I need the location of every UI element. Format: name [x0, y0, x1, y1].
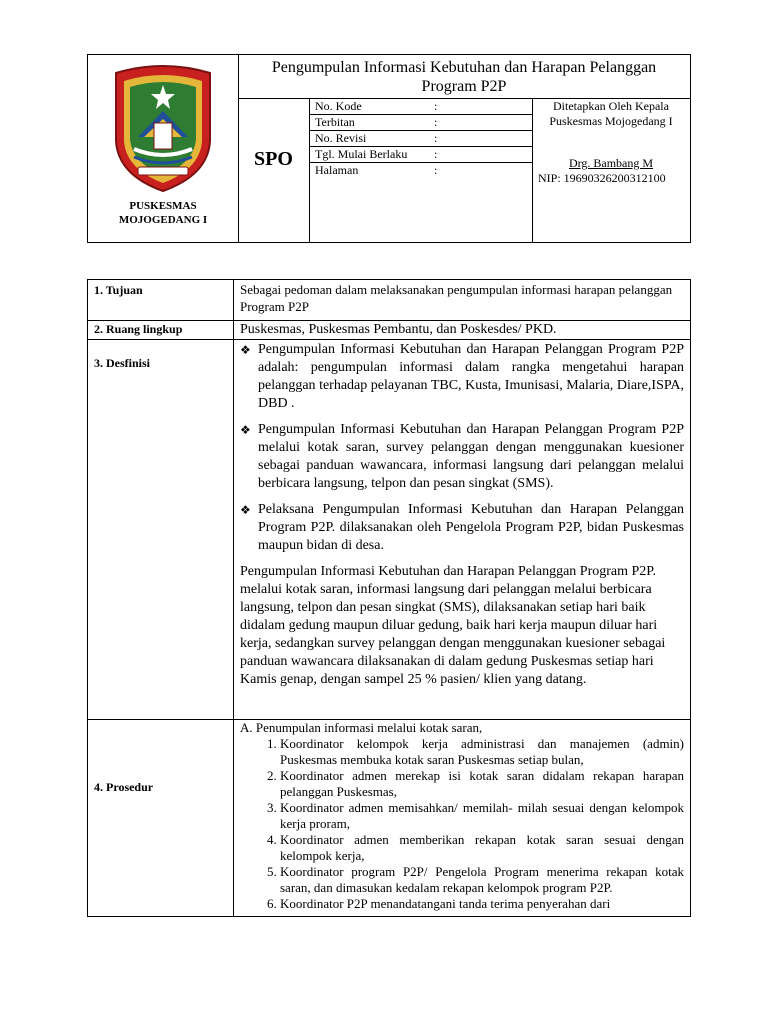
divider: [233, 280, 234, 916]
section-content-definisi: [240, 341, 684, 689]
procedure-step: 6. Koordinator P2P menandatangani tanda terima penyerahan dari: [280, 896, 684, 912]
meta-label: Terbitan: [315, 115, 355, 129]
title-line-2: Program P2P: [421, 78, 507, 95]
meta-row: [309, 131, 532, 147]
procedure-step: 3. Koordinator admen memisahkan/ memilah- milah sesuai dengan kelompok kerja proram,: [280, 800, 684, 832]
meta-colon: :: [434, 131, 438, 145]
title-line-1: Pengumpulan Informasi Kebutuhan dan Harapan Pelanggan: [271, 59, 657, 76]
procedure-step: 1. Koordinator kelompok kerja administrasi dan manajemen (admin) Puskesmas membuka kotak saran Puskesmas setiap bulan,: [280, 736, 684, 768]
section-label-prosedur: 4. Prosedur: [94, 780, 154, 794]
header-box: [87, 54, 691, 243]
meta-label: Tgl. Mulai Berlaku: [315, 147, 408, 161]
meta-label: Halaman: [315, 163, 359, 177]
signature-block: [532, 156, 690, 186]
regency-emblem-icon: [108, 63, 218, 195]
diamond-bullet-icon: ❖: [240, 343, 251, 357]
meta-row: [309, 99, 532, 115]
section-label-definisi: 3. Desfinisi: [94, 356, 151, 370]
definition-bullet: [240, 501, 684, 555]
document-meta: [309, 99, 532, 178]
section-text-tujuan: Sebagai pedoman dalam melaksanakan pengumpulan informasi harapan pelanggan Program P2P: [240, 282, 673, 314]
document-title: [238, 55, 690, 99]
meta-label: No. Kode: [315, 99, 362, 113]
approval-block: [532, 99, 690, 185]
meta-label: No. Revisi: [315, 131, 367, 145]
meta-colon: :: [434, 147, 438, 161]
procedure-step: 4. Koordinator admen memberikan rekapan kotak saran sesuai dengan kelompok kerja,: [280, 832, 684, 864]
org-line-1: PUSKESMAS: [129, 200, 197, 212]
definition-bullet: [240, 421, 684, 493]
meta-row: [309, 147, 532, 163]
section-label-tujuan: 1. Tujuan: [94, 283, 143, 297]
content-table: [87, 279, 691, 917]
org-line-2: MOJOGEDANG I: [118, 214, 208, 226]
section-label-ruang-lingkup: 2. Ruang lingkup: [94, 322, 183, 336]
signer-nip: NIP: 19690326200312100: [538, 171, 666, 185]
section-content-prosedur: [240, 720, 684, 912]
meta-row: [309, 163, 532, 178]
procedure-step: 5. Koordinator program P2P/ Pengelola Program menerima rekapan kotak saran, dan dimasukan kedalam rekapan kelompok program P2P.: [280, 864, 684, 896]
procedure-step: 2. Koordinator admen merekap isi kotak saran didalam rekapan harapan pelanggan Puskesmas,: [280, 768, 684, 800]
procedure-heading: A. Penumpulan informasi melalui kotak saran,: [240, 720, 483, 735]
logo-cell: [88, 55, 238, 242]
section-text-ruang-lingkup: Puskesmas, Puskesmas Pembantu, dan Poskesdes/ PKD.: [240, 322, 557, 337]
bullet-text: Pelaksana Pengumpulan Informasi Kebutuhan dan Harapan Pelanggan Program P2P. dilaksanakan oleh Pengelola Program P2P, bidan Puskesmas maupun bidan di desa.: [258, 502, 684, 553]
definition-bullet: [240, 341, 684, 413]
signer-name: Drg. Bambang M: [568, 156, 654, 170]
meta-colon: :: [434, 115, 438, 129]
doc-type-label: SPO: [254, 148, 293, 170]
meta-colon: :: [434, 163, 438, 177]
approval-line-2: Puskesmas Mojogedang I: [549, 114, 673, 128]
organization-name: [88, 199, 238, 227]
bullet-text: Pengumpulan Informasi Kebutuhan dan Harapan Pelanggan Program P2P adalah: pengumpulan informasi dalam rangka mengetahui harapan pelanggan terhadap pelayanan TBC, Kusta, Imunisasi, Malaria, Diare,ISPA, DBD .: [258, 342, 684, 411]
definition-paragraph: Pengumpulan Informasi Kebutuhan dan Harapan Pelanggan Program P2P. melalui kotak saran, informasi langsung dari pelanggan melalui berbicara langsung, telpon dan pesan singkat (SMS), dilaksanakan setiap hari baik didalam gedung maupun diluar gedung, baik hari kerja maupun diluar hari kerja, sedangkan survey pelanggan dengan menggunakan kuesioner sebagai panduan wawancara dilaksanakan di dalam gedung Puskesmas setiap hari Kamis genap, dengan sampel 25 % pasien/ klien yang datang.: [240, 564, 666, 687]
bullet-text: Pengumpulan Informasi Kebutuhan dan Harapan Pelanggan Program P2P melalui kotak saran, survey pelanggan dengan menggunakan kuesioner sebagai panduan wawancara, informasi langsung dari pelanggan melalui berbicara langsung, telpon dan pesan singkat (SMS).: [258, 422, 684, 491]
procedure-steps: [240, 736, 684, 912]
meta-colon: :: [434, 99, 438, 113]
divider: [88, 339, 690, 340]
diamond-bullet-icon: ❖: [240, 423, 251, 437]
approval-line-1: Ditetapkan Oleh Kepala: [553, 99, 669, 113]
diamond-bullet-icon: ❖: [240, 503, 251, 517]
meta-row: [309, 115, 532, 131]
